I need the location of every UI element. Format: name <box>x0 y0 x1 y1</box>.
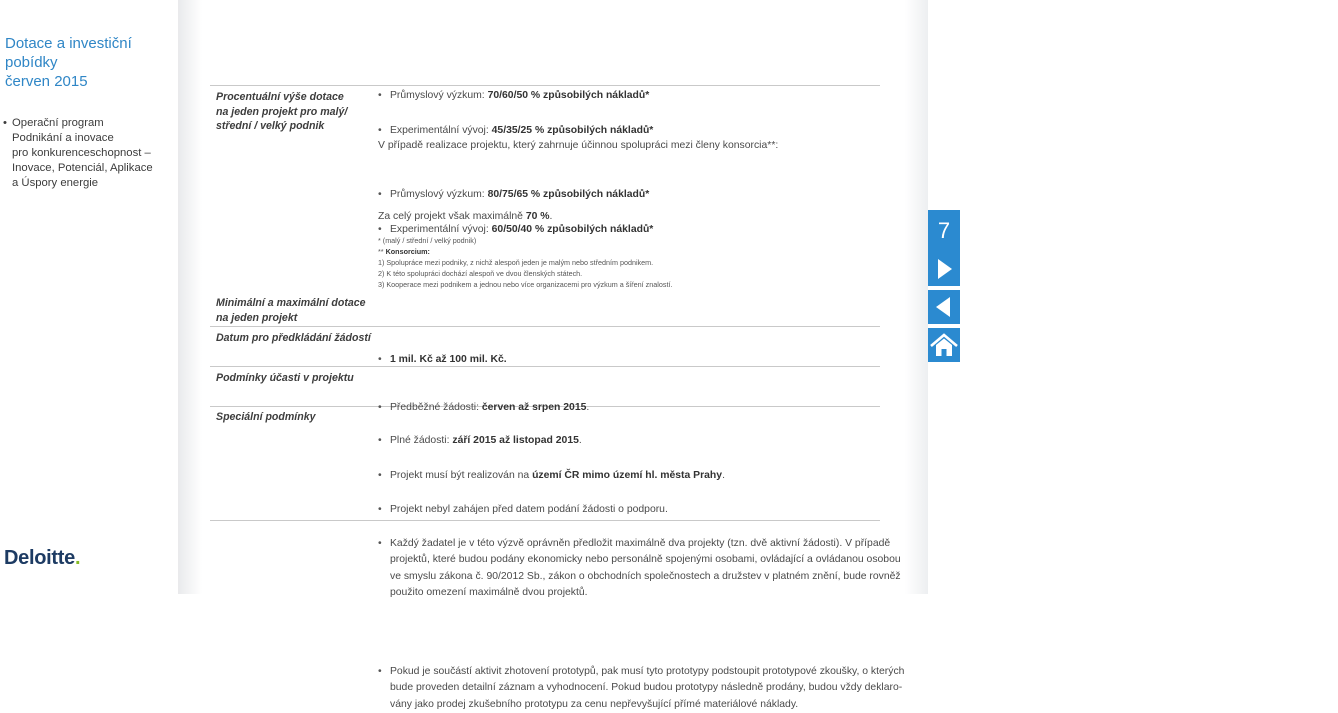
consortium-intro: V případě realizace projektu, který zahrnuje účinnou spolupráci mezi členy konsorcia**: <box>378 140 779 151</box>
footnote-consortium-1: 1) Spolupráce mezi podniky, z nichž alespoň jeden je malým nebo středním podnikem. <box>378 258 654 267</box>
table-rule-bottom <box>210 520 880 521</box>
sidebar-item-op-pik[interactable] <box>0 116 176 191</box>
sidebar-item-line: • Operační program <box>12 117 104 129</box>
deloitte-logo: Deloitte. <box>4 547 81 569</box>
condition-start-date: • Projekt nebyl zahájen před datem podání žádosti o podporu. <box>378 503 1338 517</box>
maximum-rate: Za celý projekt však maximálně 70 %. <box>378 211 553 222</box>
sidebar-item-line: a Úspory energie <box>12 177 99 189</box>
dates-label: Datum pro předkládání žádostí <box>216 332 371 344</box>
prev-arrow-icon <box>928 290 960 324</box>
next-arrow-icon <box>928 252 960 286</box>
sidebar-item-line: pro konkurenceschopnost – <box>12 147 151 159</box>
consortium-experimental-development: • Experimentální vývoj: 60/50/40 % způsobilých nákladů* <box>378 223 1338 237</box>
special-condition-max-projects: • Každý žadatel je v této výzvě oprávněn předložit maximálně dva projekty (tzn. dvě aktivní žádosti). V případě projektů, které budou podány ekonomicky nebo personálně spojenými osobami, ovládající a ovládanou osobou ve smyslu zákona č. 90/2012 Sb., zákon o obchodních společnostech a družstev v platném znění, bude rovněž použito omezení maximálně dvou projektů. <box>378 536 1338 601</box>
min-max-value: • 1 mil. Kč až 100 mil. Kč. <box>378 353 1338 367</box>
sidebar <box>0 0 180 594</box>
next-page-button[interactable] <box>928 252 960 286</box>
footnote-company-size: * (malý / střední / velký podnik) <box>378 236 477 245</box>
sidebar-shadow <box>178 0 202 594</box>
consortium-industrial-research: • Průmyslový výzkum: 80/75/65 % způsobilých nákladů* <box>378 188 1338 202</box>
previous-page-button[interactable] <box>928 290 960 324</box>
condition-location: • Projekt musí být realizován na území ČR mimo území hl. města Prahy. <box>378 469 1338 483</box>
footnote-consortium: ** Konsorcium: <box>378 247 430 256</box>
support-rate-label: Procentuální výše dotace na jeden projekt pro malý/ střední / velký podnik <box>216 91 348 132</box>
footnote-consortium-3: 3) Kooperace mezi podnikem a jednou nebo více organizacemi pro výzkum a šíření znalostí. <box>378 280 673 289</box>
table-rule <box>210 326 880 327</box>
full-applications: • Plné žádosti: září 2015 až listopad 2015. <box>378 434 1338 448</box>
preliminary-applications: • Předběžné žádosti: červen až srpen 2015. <box>378 401 1338 415</box>
support-rate-experimental-development: • Experimentální vývoj: 45/35/25 % způsobilých nákladů* <box>378 124 1338 138</box>
document-title <box>5 34 180 91</box>
support-rate-industrial-research: • Průmyslový výzkum: 70/60/50 % způsobilých nákladů* <box>378 89 1338 103</box>
sidebar-item-line: Inovace, Potenciál, Aplikace <box>12 162 153 174</box>
document-date: červen 2015 <box>5 73 88 90</box>
special-condition-prototypes: • Pokud je součástí aktivit zhotovení prototypů, pak musí tyto prototypy podstoupit prototypové zkoušky, o kterých bude proveden detailní záznam a vyhodnocení. Pokud budou prototypy následně prodány, budou vždy deklaro- vány jako prodej zkušebního prototypu za cenu nepřevyšující přímé materiálové náklady. <box>378 664 1338 713</box>
page-number: 7 <box>928 210 960 252</box>
conditions-label: Podmínky účasti v projektu <box>216 372 354 384</box>
sidebar-section-list <box>0 116 176 191</box>
sidebar-item-line: Podnikání a inovace <box>12 132 114 144</box>
document-title-line1: Dotace a investiční pobídky <box>5 35 132 71</box>
table-rule-top <box>210 85 880 86</box>
footnote-consortium-2: 2) K této spolupráci dochází alespoň ve dvou členských státech. <box>378 269 583 278</box>
special-conditions-label: Speciální podmínky <box>216 411 316 423</box>
min-max-label: Minimální a maximální dotace na jeden projekt <box>216 297 366 324</box>
